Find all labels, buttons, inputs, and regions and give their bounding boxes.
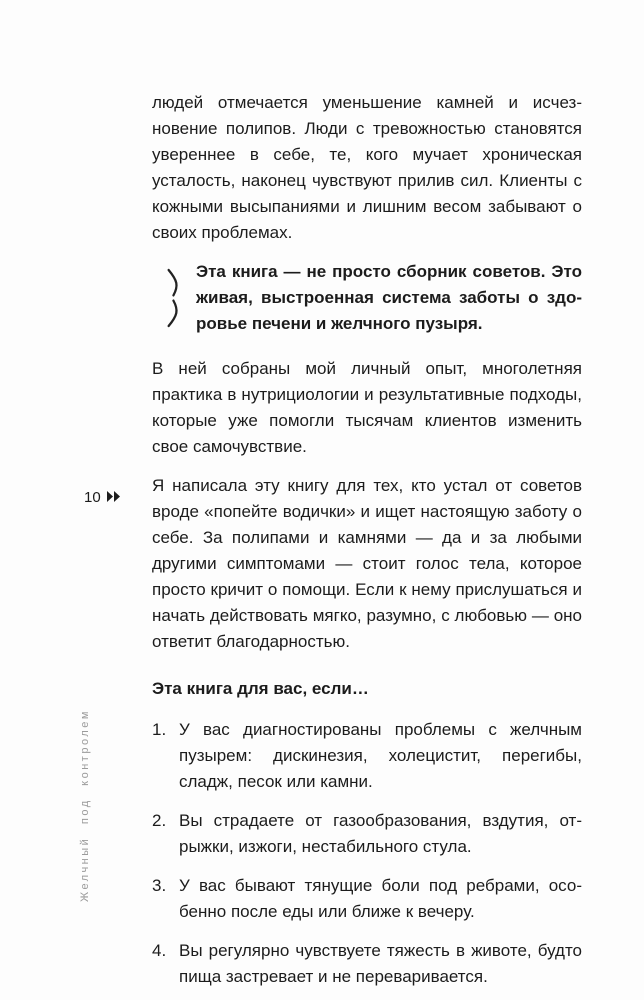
section-heading: Эта книга для вас, если…: [152, 679, 369, 698]
list-item: [152, 873, 582, 925]
numbered-list: [152, 717, 582, 990]
double-chevron-right-icon: [106, 489, 121, 506]
list-item: [152, 938, 582, 990]
pull-quote: [166, 259, 582, 341]
list-item-text: У вас диагностированы проблемы с желчным пузырем: дискинезия, холецистит, перегибы, сладж, песок или камни.: [179, 720, 582, 791]
list-item-text: Вы регулярно чувствуете тяжесть в животе, будто пища застревает и не переваривается.: [179, 941, 582, 986]
body-paragraph: людей отмечается уменьшение камней и исчезновение полипов. Люди с тревожностью становятся увереннее в себе, те, кого мучает хроническая усталость, наконец чувствуют прилив сил. Клиенты с кожными высыпаниями и лишним весом забывают о своих проблемах.: [152, 93, 582, 242]
page-number-block: [84, 489, 121, 506]
list-item-text: Вы страдаете от газообразования, вздутия, отрыжки, изжоги, нестабильного стула.: [179, 811, 582, 856]
page-number: 10: [84, 489, 101, 506]
list-item-number: 2.: [152, 811, 167, 830]
list-item: [152, 717, 582, 795]
body-paragraph: В ней собраны мой личный опыт, многолетняя практика в нутрициологии и результативные подходы, которые уже помогли тысячам клиентов изменить свое самочувствие.: [152, 359, 582, 456]
quote-mark-icon: [166, 259, 180, 341]
list-item: [152, 808, 582, 860]
list-item-text: У вас бывают тянущие боли под ребрами, особенно после еды или ближе к вечеру.: [179, 876, 582, 921]
list-item-number: 1.: [152, 720, 167, 739]
book-title-sidebar: Желчный под контролем: [79, 709, 91, 902]
text-column: [152, 90, 582, 1000]
body-paragraph: Я написала эту книгу для тех, кто устал от советов вроде «попейте водички» и ищет настоящую заботу о себе. За полипами и камнями — да и за любыми другими симптомами — стоит голос тела, которое просто кричит о помощи. Если к нему прислушаться и начать действовать мягко, разумно, с любовью — оно ответит благодарностью.: [152, 476, 582, 651]
list-item-number: 4.: [152, 941, 167, 960]
pull-quote-text: Эта книга — не просто сборник советов. Это живая, выстроенная система заботы о здоровье печени и желчного пузыря.: [196, 262, 582, 333]
list-item-number: 3.: [152, 876, 167, 895]
